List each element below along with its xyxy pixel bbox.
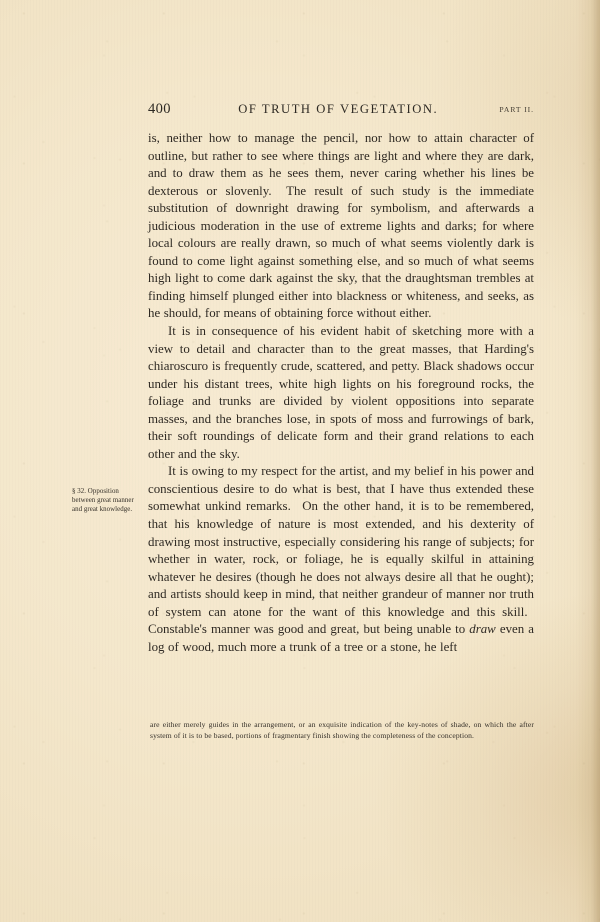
page-number: 400	[148, 101, 171, 117]
running-head	[148, 101, 534, 118]
body-text-column	[148, 130, 534, 656]
marginal-section-note: § 32. Opposition between great manner and great knowledge.	[72, 488, 134, 514]
running-head-title: OF TRUTH OF VEGETATION.	[238, 102, 439, 116]
paragraph-1: is, neither how to manage the pencil, nor how to attain character of outline, but rather to see where things are light and where they are dark, and to draw them as he sees them, never caring whether his lines be dexterous or slovenly. The result of such study is the immediate substitution of downright drawing for symbolism, and afterwards a judicious moderation in the use of extreme lights and darks; for where local colours are really drawn, so much of what seems violently dark is found to come light against something else, and so much of what seems high light to come dark against the sky, that the draughtsman trembles at finding himself plunged either into blackness or whiteness, and seeks, as he should, for means of obtaining force without either.	[148, 131, 534, 321]
running-head-part: PART II.	[499, 105, 534, 114]
italic-word-draw: draw	[469, 622, 496, 637]
paragraph-3	[148, 463, 534, 656]
footnote-text: are either merely guides in the arrangement, or an exquisite indication of the key-notes of shade, on which the after system of it is to be based, portions of fragmentary finish showing the completeness of the conception.	[150, 720, 534, 741]
paragraph-3-text-after-italic: even a log of wood, much more a trunk of a tree or a stone, he left	[148, 622, 534, 654]
paragraph-3-text-before-italic: It is owing to my respect for the artist, and my belief in his power and conscientious desire to do what is best, that I have thus extended these somewhat unkind remarks. On the other hand, it is to be remembered, that his knowledge of nature is most extended, and his dexterity of drawing most instructive, especially considering his range of subjects; for whether in water, rock, or foliage, he is equally skilful in attaining whatever he desires (though he does not always desire all that he ought); and artists should keep in mind, that neither grandeur of manner nor truth of system can atone for the want of this knowledge and this skill. Constable's manner was good and great, but being unable to	[148, 464, 534, 637]
paragraph-2: It is in consequence of his evident habit of sketching more with a view to detail and character than to the great masses, that Harding's chiaroscuro is frequently crude, scattered, and petty. Black shadows occur under his distant trees, white high lights on his foreground rocks, the foliage and trunks are divided by violent oppositions into separate masses, and the branches lose, in spots of moss and furrowings of bark, their soft roundings of delicate form and their grand relations to each other and the sky.	[148, 324, 534, 461]
